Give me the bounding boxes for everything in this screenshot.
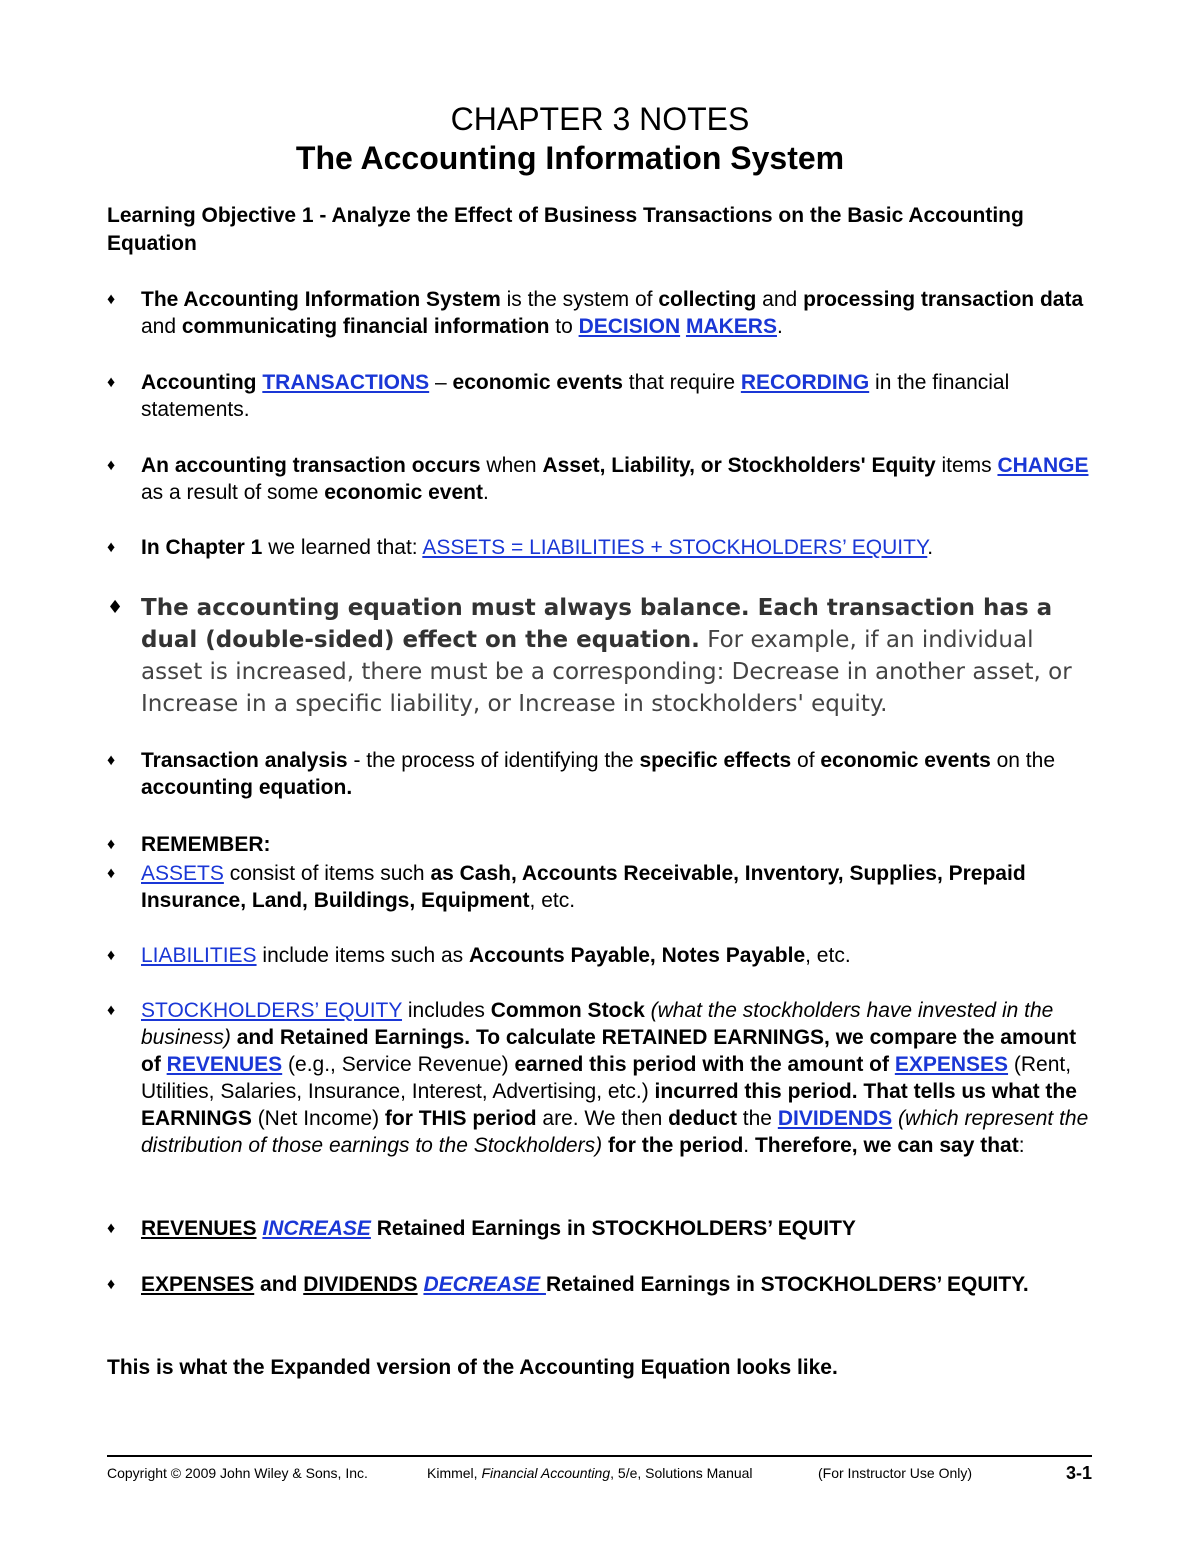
footer-note: (For Instructor Use Only) xyxy=(818,1465,973,1481)
list-item-text: STOCKHOLDERS’ EQUITY includes Common Stock (what the stockholders have invested in the business) and Retained Earnings. To calculate RETAINED EARNINGS, we compare the amount of REVENUES (e.g., Service Revenue) earned this period with the amount of EXPENSES (Rent, Utilities, Salaries, Insurance, Interest, Advertising, etc.) incurred this period. That tells us what the EARNINGS (Net Income) for THIS period are. We then deduct the DIVIDENDS (which represent the distribution of those earnings to the Stockholders) for the period. Therefore, we can say that: xyxy=(141,999,1089,1157)
bullet-icon: ♦ xyxy=(107,1276,116,1293)
chapter-subtitle: The Accounting Information System xyxy=(295,140,845,176)
list-item-text: Transaction analysis - the process of identifying the specific effects of economic events on the accounting equation. xyxy=(141,749,1056,799)
assets-link[interactable]: ASSETS xyxy=(141,862,224,885)
decision-link[interactable]: DECISION xyxy=(578,315,681,338)
list-item-text: The Accounting Information System is the system of collecting and processing transaction data and communicating financial information to DECISION MAKERS. xyxy=(141,288,1084,338)
accounting-equation-link[interactable]: ASSETS = LIABILITIES + STOCKHOLDERS’ EQUITY xyxy=(422,536,928,559)
list-item-text: In Chapter 1 we learned that: ASSETS = LIABILITIES + STOCKHOLDERS’ EQUITY. xyxy=(141,536,934,559)
chapter-heading: CHAPTER 3 NOTES xyxy=(450,101,750,137)
change-link[interactable]: CHANGE xyxy=(997,454,1089,477)
list-item-text: REMEMBER: xyxy=(141,833,271,856)
bullet-icon: ♦ xyxy=(107,539,116,556)
increase-link[interactable]: INCREASE xyxy=(262,1217,371,1240)
page-number: 3-1 xyxy=(1065,1463,1092,1483)
footer-divider xyxy=(107,1455,1092,1457)
list-item-text: Accounting TRANSACTIONS – economic events that require RECORDING in the financial statements. xyxy=(141,371,1010,421)
bullet-icon: ♦ xyxy=(107,947,116,964)
footer-book: Kimmel, Financial Accounting, 5/e, Solutions Manual xyxy=(427,1465,753,1481)
list-item-text: An accounting transaction occurs when Asset, Liability, or Stockholders' Equity items CHANGE as a result of some economic event. xyxy=(141,454,1089,504)
bullet-icon: ♦ xyxy=(107,291,116,308)
list-item-text: The accounting equation must always balance. Each transaction has a dual (double-sided) effect on the equation. For example, if an individual asset is increased, there must be a corresponding: Decrease in another asset, or Increase in a specific liability, or Increase in stockholders' equity. xyxy=(141,595,1072,717)
dividends-link[interactable]: DIVIDENDS xyxy=(777,1107,893,1130)
list-item-text: ASSETS consist of items such as Cash, Accounts Receivable, Inventory, Supplies, Prepaid Insurance, Land, Buildings, Equipment, etc. xyxy=(141,862,1026,912)
bullet-icon: ♦ xyxy=(107,457,116,474)
recording-link[interactable]: RECORDING xyxy=(740,371,870,394)
makers-link[interactable]: MAKERS xyxy=(685,315,777,338)
bullet-icon: ♦ xyxy=(107,374,116,391)
bullet-icon: ♦ xyxy=(107,597,124,618)
stockholders-equity-link[interactable]: STOCKHOLDERS’ EQUITY xyxy=(141,999,403,1022)
footer-copyright: Copyright © 2009 John Wiley & Sons, Inc. xyxy=(107,1465,368,1481)
bullet-icon: ♦ xyxy=(107,752,116,769)
learning-objective: Learning Objective 1 - Analyze the Effect of Business Transactions on the Basic Accounting Equation xyxy=(107,204,1024,255)
bullet-icon: ♦ xyxy=(107,1002,116,1019)
liabilities-link[interactable]: LIABILITIES xyxy=(141,944,257,967)
decrease-link[interactable]: DECREASE xyxy=(423,1273,546,1296)
revenues-link[interactable]: REVENUES xyxy=(166,1053,283,1076)
expenses-link[interactable]: EXPENSES xyxy=(894,1053,1009,1076)
page-footer xyxy=(107,1462,1092,1484)
closing-statement: This is what the Expanded version of the Accounting Equation looks like. xyxy=(107,1356,838,1379)
list-item-text: REVENUES INCREASE Retained Earnings in STOCKHOLDERS’ EQUITY xyxy=(141,1217,856,1240)
bullet-icon: ♦ xyxy=(107,865,116,882)
list-item-text: EXPENSES and DIVIDENDS DECREASE Retained Earnings in STOCKHOLDERS’ EQUITY. xyxy=(141,1273,1029,1296)
bullet-icon: ♦ xyxy=(107,836,116,853)
list-item-text: LIABILITIES include items such as Accounts Payable, Notes Payable, etc. xyxy=(141,944,851,967)
bullet-icon: ♦ xyxy=(107,1220,116,1237)
transactions-link[interactable]: TRANSACTIONS xyxy=(262,371,430,394)
